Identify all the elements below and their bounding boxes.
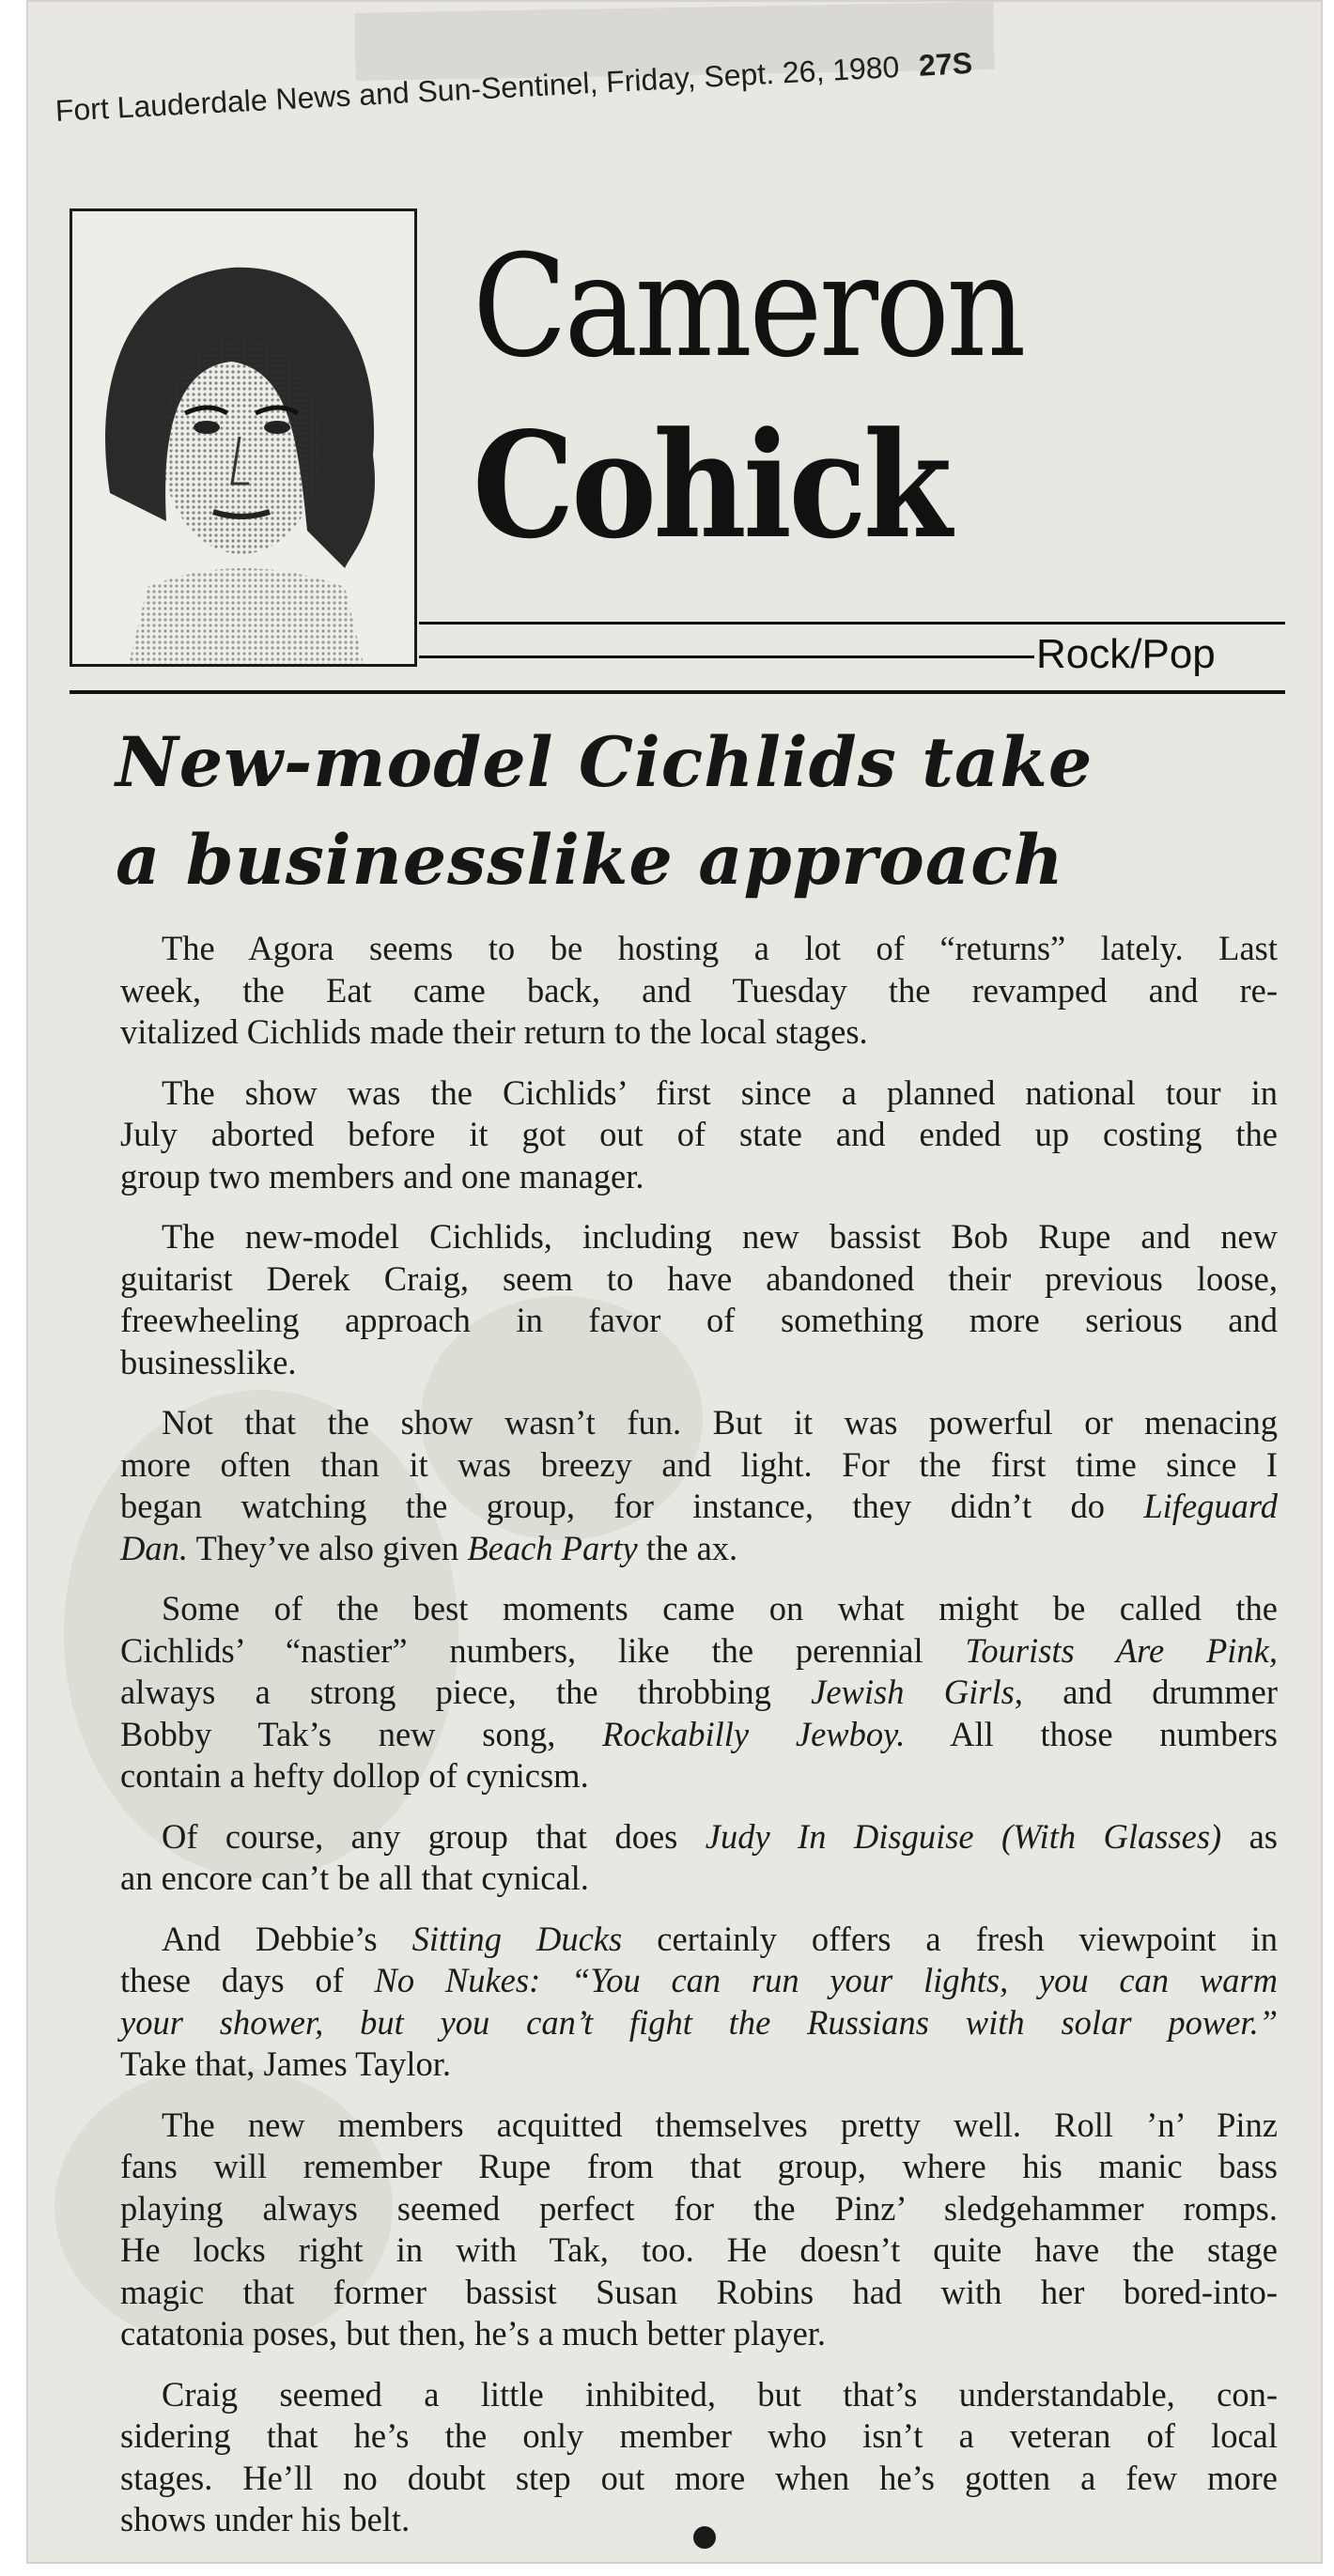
text-line (120, 1816, 1278, 1859)
columnist-photo (70, 208, 417, 667)
text-line: playing always seemed perfect for the Pinz’ sledgehammer romps. (120, 2188, 1278, 2228)
ink-dot (693, 2526, 716, 2549)
text-line (120, 1960, 1278, 2002)
song-title: Dan. (120, 1528, 188, 1567)
text-line: The new-model Cichlids, including new bassist Bob Rupe and new (162, 1217, 1278, 1256)
text-line: fans will remember Rupe from that group, where his manic bass (120, 2147, 1278, 2185)
columnist-last-name: Cohick (473, 399, 949, 571)
text-line: guitarist Derek Craig, seem to have abandoned their previous loose, (120, 1258, 1278, 1298)
text-segment: Cichlids’ “nastier” numbers, like the perennial (120, 1630, 966, 1670)
text-line: vitalized Cichlids made their return to the local stages. (120, 1012, 868, 1051)
text-line (120, 1919, 1278, 1961)
text-line: Not that the show wasn’t fun. But it was powerful or menacing (162, 1403, 1278, 1442)
section-label: Rock/Pop (1036, 631, 1216, 677)
text-segment: And Debbie’s (162, 1919, 412, 1958)
text-segment: and drummer (1022, 1673, 1278, 1711)
lyric-quote: No Nukes: “You can run your lights, you can warm (374, 1961, 1278, 1999)
text-line: week, the Eat came back, and Tuesday the revamped and re- (120, 970, 1278, 1010)
text-line: He locks right in with Tak, too. He doesn’t quite have the stage (120, 2230, 1278, 2269)
text-segment: the ax. (637, 1528, 738, 1567)
text-segment: always a strong piece, the throbbing (120, 1673, 812, 1711)
text-line (120, 2002, 1278, 2044)
masthead-paper: Fort Lauderdale News and Sun-Sentinel, Friday, Sept. 26, 1980 (54, 49, 901, 128)
headline-line: New-model Cichlids take (116, 722, 1094, 803)
song-title: Lifeguard (1143, 1487, 1278, 1525)
article-body (120, 928, 1278, 2560)
text-line (120, 1672, 1278, 1714)
article-paragraph (120, 2374, 1278, 2541)
article-paragraph (120, 1816, 1278, 1900)
article-paragraph (120, 1216, 1278, 1383)
song-title: Beach Party (467, 1528, 638, 1567)
text-line: The show was the Cichlids’ first since a planned national tour in (162, 1072, 1278, 1112)
headline-line: a businesslike approach (116, 820, 1064, 901)
lyric-quote: your shower, but you can’t fight the Russians with solar power.” (120, 2002, 1278, 2042)
article-paragraph (120, 2105, 1278, 2355)
text-segment: All those numbers (905, 1714, 1279, 1753)
text-segment: certainly offers a fresh viewpoint in (622, 1919, 1279, 1958)
columnist-first-name: Cameron (473, 225, 1023, 389)
song-title: Rockabilly Jewboy. (602, 1714, 906, 1753)
text-line: Craig seemed a little inhibited, but that’s understandable, con- (162, 2374, 1278, 2414)
text-line: shows under his belt. (120, 2500, 411, 2538)
text-line: stages. He’ll no doubt step out more when he’s gotten a few more (120, 2458, 1278, 2497)
text-line (120, 1486, 1278, 1528)
text-segment: They’ve also given (187, 1528, 468, 1567)
masthead-page-number: 27S (918, 45, 973, 83)
text-line (120, 1714, 1278, 1756)
text-line: The Agora seems to be hosting a lot of “returns” lately. Last (162, 929, 1278, 967)
text-segment: Bobby Tak’s new song, (120, 1714, 603, 1753)
article-paragraph (120, 928, 1278, 1054)
text-line: an encore can’t be all that cynical. (120, 1859, 589, 1897)
article-paragraph (120, 1588, 1278, 1797)
text-line: sidering that he’s the only member who isn’t a veteran of local (120, 2416, 1278, 2455)
text-segment: began watching the group, for instance, they didn’t do (120, 1487, 1144, 1525)
text-line: businesslike. (120, 1342, 297, 1381)
text-line: The new members acquitted themselves pretty well. Roll ’n’ Pinz (162, 2105, 1278, 2144)
divider-rule (419, 656, 1034, 658)
article-paragraph (120, 1402, 1278, 1569)
newspaper-clipping (26, 0, 1323, 2564)
text-line: July aborted before it got out of state and ended up costing the (120, 1115, 1278, 1153)
divider-rule (419, 622, 1285, 625)
text-line: more often than it was breezy and light. For the first time since I (120, 1444, 1278, 1484)
text-segment: Of course, any group that does (162, 1816, 706, 1856)
article-paragraph (120, 1072, 1278, 1198)
text-segment: as (1221, 1816, 1279, 1856)
text-line: catatonia poses, but then, he’s a much better player. (120, 2314, 827, 2352)
text-line: freewheeling approach in favor of something more serious and (120, 1301, 1278, 1339)
song-title: Sitting Ducks (411, 1919, 623, 1958)
text-line: contain a hefty dollop of cynicsm. (120, 1756, 589, 1795)
text-segment: these days of (120, 1961, 375, 1999)
article-headline (116, 714, 1280, 909)
text-line: Take that, James Taylor. (120, 2044, 452, 2083)
text-line (120, 1630, 1278, 1673)
portrait-illustration (72, 211, 414, 664)
text-line (120, 1528, 1278, 1570)
divider-rule (70, 690, 1285, 694)
song-title: Judy In Disguise (With Glasses) (705, 1816, 1222, 1856)
text-line: group two members and one manager. (120, 1156, 644, 1195)
text-line: Some of the best moments came on what might be called the (162, 1589, 1278, 1627)
song-title: Tourists Are Pink, (965, 1630, 1278, 1670)
article-paragraph (120, 1919, 1278, 2086)
song-title: Jewish Girls, (811, 1673, 1023, 1711)
text-line: magic that former bassist Susan Robins had with her bored-into- (120, 2272, 1278, 2311)
